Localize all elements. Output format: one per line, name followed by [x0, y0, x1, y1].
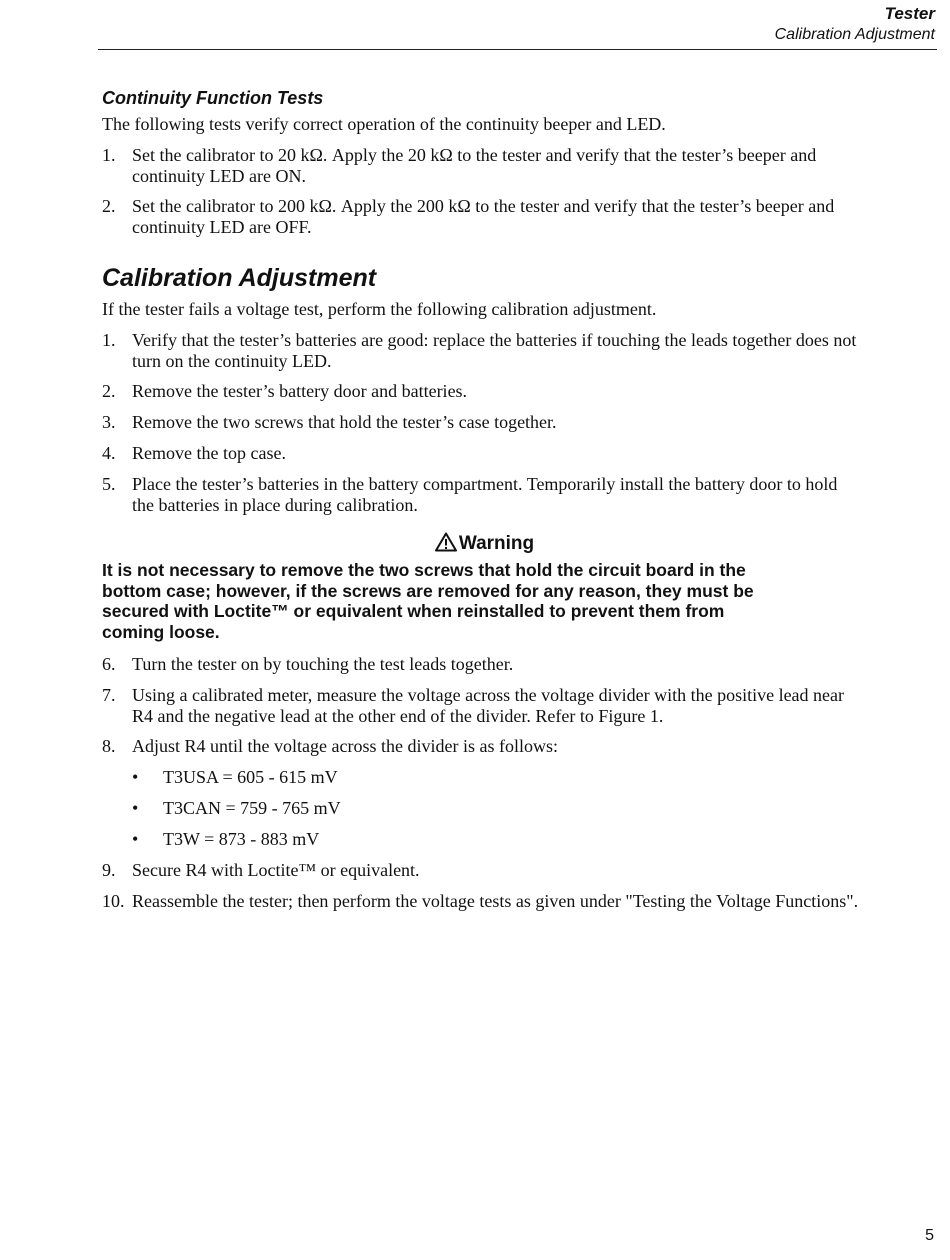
step-number: 6. — [102, 654, 116, 674]
step-number: 3. — [102, 412, 116, 432]
page-number: 5 — [925, 1227, 934, 1244]
list-item — [102, 330, 862, 372]
step-text: Remove the tester’s battery door and batteries. — [132, 381, 468, 401]
step-number: 1. — [102, 330, 116, 350]
step-text: Turn the tester on by touching the test leads together. — [132, 654, 514, 674]
list-item — [102, 685, 847, 727]
list-item — [102, 381, 862, 402]
step-number: 9. — [102, 860, 116, 880]
step-number: 5. — [102, 474, 116, 494]
step-text: Remove the top case. — [132, 443, 286, 463]
step-text: Using a calibrated meter, measure the voltage across the voltage divider with the positive lead near R4 and the negative lead at the other end of the divider. Refer to Figure 1. — [132, 685, 845, 726]
list-item — [102, 412, 862, 433]
header-divider — [98, 49, 937, 50]
step-text: Verify that the tester’s batteries are good: replace the batteries if touching the leads together does not turn on the continuity LED. — [132, 330, 857, 371]
list-item — [102, 443, 862, 464]
bullet-text: T3CAN = 759 - 765 mV — [163, 798, 341, 818]
bullet-mark: • — [132, 829, 139, 849]
list-item — [102, 891, 862, 912]
warning-triangle-icon — [435, 532, 457, 552]
list-item — [102, 474, 862, 516]
step-number: 2. — [102, 196, 116, 216]
list-item — [102, 860, 862, 881]
list-item — [102, 196, 862, 238]
step-text: Secure R4 with Loctite™ or equivalent. — [132, 860, 420, 880]
step-text: Place the tester’s batteries in the battery compartment. Temporarily install the battery door to hold the batteries in place during calibration. — [132, 474, 838, 515]
step-number: 8. — [102, 736, 116, 756]
warning-text: It is not necessary to remove the two screws that hold the circuit board in the bottom case; however, if the screws are removed for any reason, they must be secured with Loctite™ or equivalent when reinstalled to prevent them from coming loose. — [102, 560, 754, 642]
bullet-text: T3W = 873 - 883 mV — [163, 829, 320, 849]
list-item — [102, 736, 862, 757]
step-number: 1. — [102, 145, 116, 165]
bullet-item — [132, 798, 832, 819]
step-number: 2. — [102, 381, 116, 401]
step-text: Adjust R4 until the voltage across the divider is as follows: — [132, 736, 558, 756]
step-text: Reassemble the tester; then perform the voltage tests as given under "Testing the Voltage Functions". — [132, 891, 859, 911]
bullet-item — [132, 767, 832, 788]
warning-heading — [102, 531, 867, 557]
bullet-mark: • — [132, 798, 139, 818]
step-text: Set the calibrator to 200 kΩ. Apply the 200 kΩ to the tester and verify that the tester’s beeper and continuity LED are OFF. — [132, 196, 835, 237]
step-text: Remove the two screws that hold the tester’s case together. — [132, 412, 557, 432]
bullet-item — [132, 829, 832, 850]
bullet-mark: • — [132, 767, 139, 787]
list-item — [102, 145, 862, 187]
header-title: Tester — [884, 4, 935, 23]
calibration-heading: Calibration Adjustment — [102, 264, 377, 292]
continuity-intro: The following tests verify correct operation of the continuity beeper and LED. — [102, 114, 666, 134]
list-item — [102, 654, 862, 675]
continuity-heading: Continuity Function Tests — [102, 88, 324, 108]
step-number: 4. — [102, 443, 116, 463]
step-number: 10. — [102, 891, 125, 911]
calibration-intro: If the tester fails a voltage test, perform the following calibration adjustment. — [102, 299, 657, 319]
bullet-text: T3USA = 605 - 615 mV — [163, 767, 338, 787]
warning-title: Warning — [458, 533, 535, 554]
step-text: Set the calibrator to 20 kΩ. Apply the 20 kΩ to the tester and verify that the tester’s beeper and continuity LED are ON. — [132, 145, 817, 186]
step-number: 7. — [102, 685, 116, 705]
header-subtitle: Calibration Adjustment — [774, 26, 935, 43]
